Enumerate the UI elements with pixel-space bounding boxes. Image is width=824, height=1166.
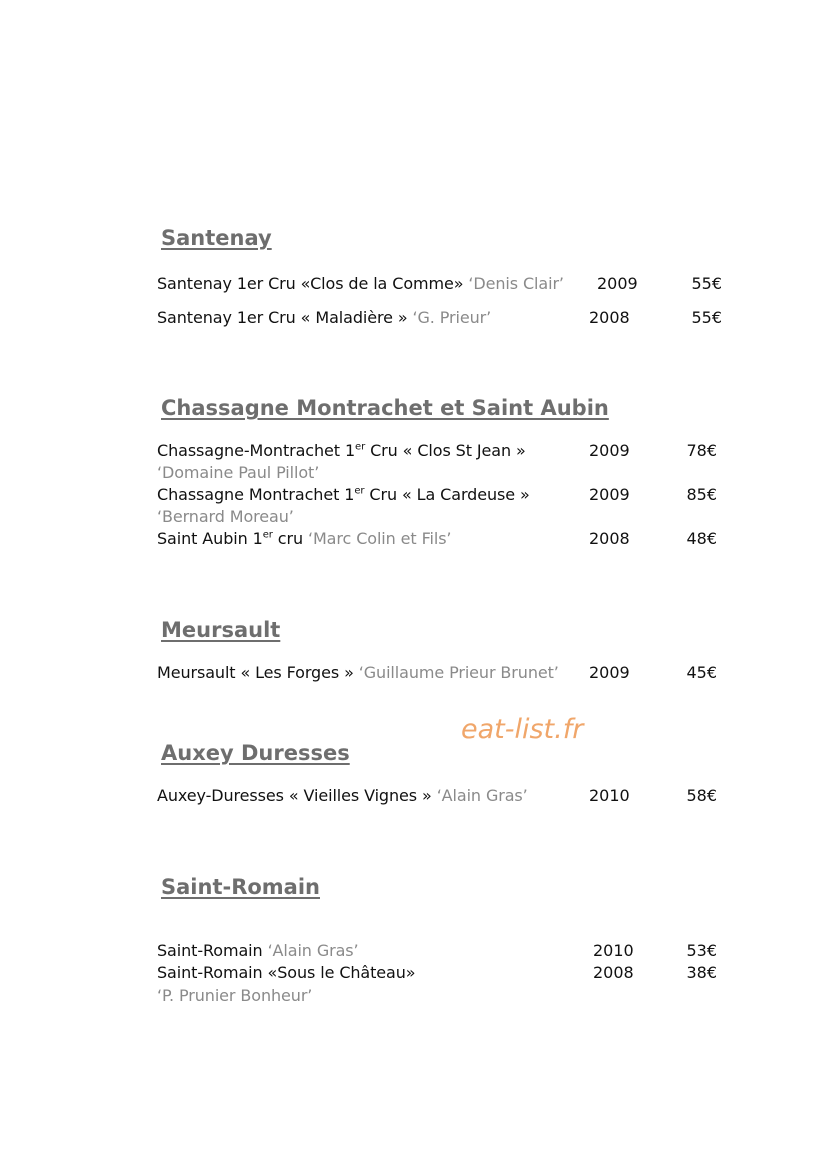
wine-row [157,308,491,327]
wine-price: 53€ [686,941,717,960]
wine-price: 58€ [686,786,717,805]
wine-year: 2009 [589,485,630,504]
wine-price: 48€ [686,529,717,548]
wine-row [157,485,530,504]
wine-price: 85€ [686,485,717,504]
wine-year: 2009 [597,274,638,293]
wine-name: Auxey-Duresses « Vieilles Vignes » [157,786,432,805]
wine-name: Chassagne Montrachet 1er Cru « La Cardeuse » [157,485,530,504]
wine-row [157,663,559,682]
wine-name: Santenay 1er Cru «Clos de la Comme» [157,274,464,293]
section-title-meursault: Meursault [161,618,281,642]
wine-year: 2008 [593,963,634,982]
wine-producer: ‘G. Prieur’ [412,308,492,327]
wine-price: 45€ [686,663,717,682]
section-title-santenay: Santenay [161,226,272,250]
wine-producer: ‘P. Prunier Bonheur’ [157,986,313,1005]
section-title-saint-romain: Saint-Romain [161,875,320,899]
wine-year: 2010 [589,786,630,805]
wine-price: 38€ [686,963,717,982]
wine-row [157,441,526,460]
wine-name: Saint-Romain «Sous le Château» [157,963,416,982]
wine-year: 2008 [589,529,630,548]
wine-producer: ‘Alain Gras’ [436,786,528,805]
wine-year: 2009 [589,663,630,682]
section-title-chassagne: Chassagne Montrachet et Saint Aubin [161,396,609,420]
section-title-auxey: Auxey Duresses [161,741,350,765]
wine-year: 2008 [589,308,630,327]
wine-price: 55€ [691,308,722,327]
wine-row [157,529,451,548]
wine-name: Chassagne-Montrachet 1er Cru « Clos St Jean » [157,441,526,460]
wine-producer: ‘Alain Gras’ [267,941,359,960]
watermark: eat-list.fr [461,714,584,745]
wine-producer: ‘Domaine Paul Pillot’ [157,463,320,482]
wine-year: 2010 [593,941,634,960]
wine-row [157,786,528,805]
wine-row [157,941,359,960]
wine-price: 55€ [691,274,722,293]
wine-producer: ‘Marc Colin et Fils’ [307,529,452,548]
wine-year: 2009 [589,441,630,460]
wine-row [157,274,564,293]
wine-name: Meursault « Les Forges » [157,663,354,682]
wine-row [157,963,416,982]
wine-name: Santenay 1er Cru « Maladière » [157,308,408,327]
wine-producer: ‘Denis Clair’ [468,274,564,293]
wine-producer: ‘Guillaume Prieur Brunet’ [358,663,559,682]
wine-name: Saint Aubin 1er cru [157,529,303,548]
wine-price: 78€ [686,441,717,460]
wine-name: Saint-Romain [157,941,263,960]
wine-producer: ‘Bernard Moreau’ [157,507,294,526]
